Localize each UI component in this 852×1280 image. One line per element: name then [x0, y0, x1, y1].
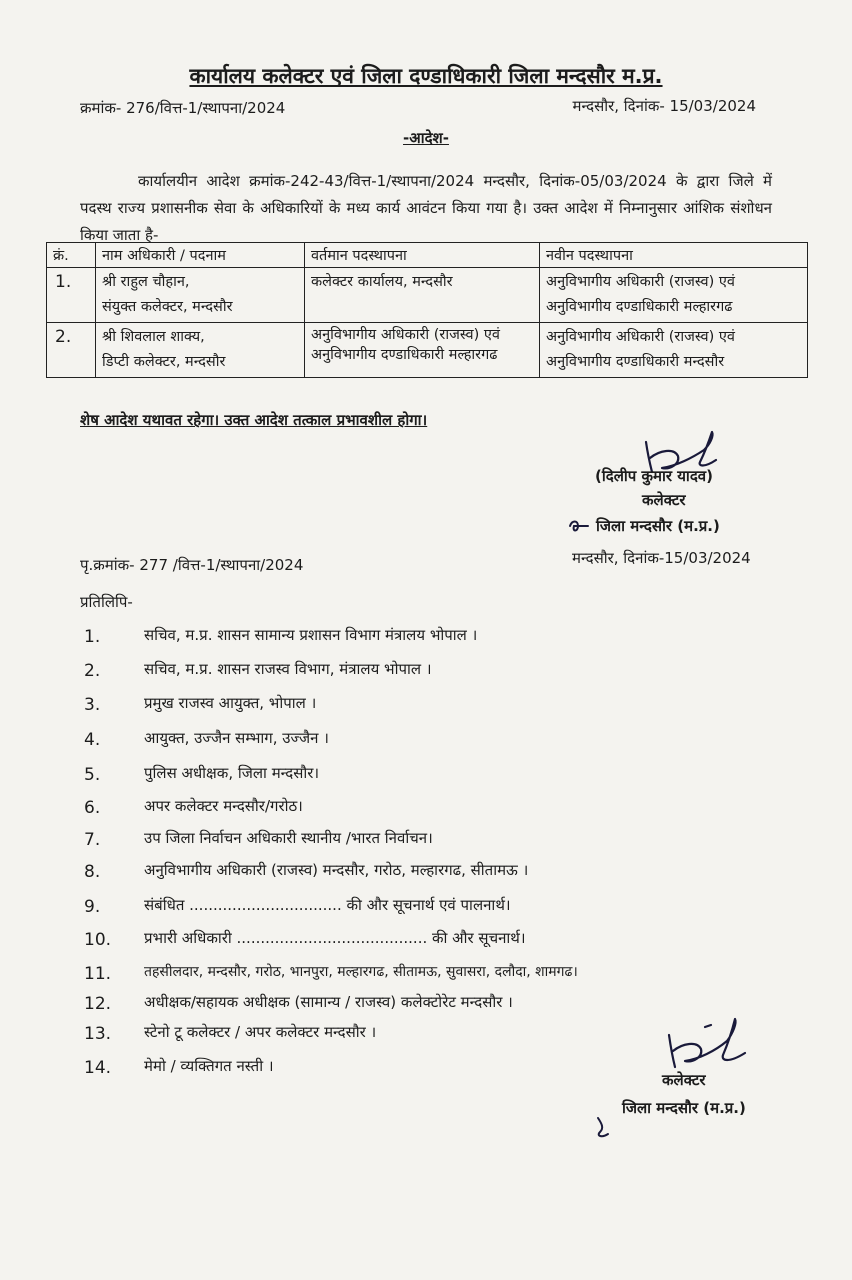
- list-item: 8. अनुविभागीय अधिकारी (राजस्व) मन्दसौर, गरोठ, मल्हारगढ, सीतामऊ ।: [84, 861, 529, 882]
- col-header-name: नाम अधिकारी / पदनाम: [96, 243, 305, 268]
- cell-new-posting: अनुविभागीय अधिकारी (राजस्व) एवं अनुविभागीय दण्डाधिकारी मल्हारगढ: [540, 268, 808, 323]
- officer-name: श्री शिवलाल शाक्य,: [102, 329, 205, 345]
- copy-date: मन्दसौर, दिनांक-15/03/2024: [572, 549, 751, 567]
- signature-image: [665, 1015, 750, 1073]
- officer-designation: संयुक्त कलेक्टर, मन्दसौर: [102, 299, 233, 315]
- cell-current-posting: कलेक्टर कार्यालय, मन्दसौर: [305, 268, 540, 323]
- list-item: 1. सचिव, म.प्र. शासन सामान्य प्रशासन विभाग मंत्रालय भोपाल ।: [84, 626, 478, 647]
- list-item: 4. आयुक्त, उज्जैन सम्भाग, उज्जैन ।: [84, 729, 329, 750]
- list-item: 2. सचिव, म.प्र. शासन राजस्व विभाग, मंत्रालय भोपाल ।: [84, 660, 432, 681]
- list-item: 13. स्टेनो टू कलेक्टर / अपर कलेक्टर मन्दसौर ।: [84, 1023, 377, 1044]
- signatory-name: (दिलीप कुमार यादव): [595, 467, 713, 485]
- order-number: क्रमांक- 276/वित्त-1/स्थापना/2024: [80, 99, 286, 117]
- table-row: [47, 323, 808, 378]
- posting-table: [46, 242, 808, 378]
- col-header-sno: क्रं.: [47, 243, 96, 268]
- order-body-text: कार्यालयीन आदेश क्रमांक-242-43/वित्त-1/स्थापना/2024 मन्दसौर, दिनांक-05/03/2024 के द्वारा जिले में पदस्थ राज्य प्रशासनीक सेवा के अधिकारियों के मध्य कार्य आवंटन किया गया है। उक्त आदेश में निम्नानुसार आंशिक संशोधन किया जाता है-: [80, 172, 772, 244]
- initial-mark: [566, 516, 590, 536]
- cell-sno: 2.: [47, 323, 96, 378]
- officer-designation: डिप्टी कलेक्टर, मन्दसौर: [102, 354, 226, 370]
- cell-name: [96, 323, 305, 378]
- office-title: कार्यालय कलेक्टर एवं जिला दण्डाधिकारी जिला मन्दसौर म.प्र.: [189, 64, 663, 88]
- list-item: 3. प्रमुख राजस्व आयुक्त, भोपाल ।: [84, 694, 317, 715]
- list-item: 11. तहसीलदार, मन्दसौर, गरोठ, भानपुरा, मल्हारगढ, सीतामऊ, सुवासरा, दलौदा, शामगढ।: [84, 964, 578, 984]
- order-body: [80, 168, 772, 249]
- initial-mark: [592, 1114, 616, 1140]
- signatory-designation: कलेक्टर: [662, 1071, 706, 1089]
- signatory-district: जिला मन्दसौर (म.प्र.): [596, 517, 720, 535]
- copy-heading: प्रतिलिपि-: [80, 593, 133, 611]
- list-item: 14. मेमो / व्यक्तिगत नस्ती ।: [84, 1057, 274, 1078]
- table-row: [47, 268, 808, 323]
- list-item: 10. प्रभारी अधिकारी ........................................ की और सूचनार्थ।: [84, 929, 526, 950]
- list-item: 5. पुलिस अधीक्षक, जिला मन्दसौर।: [84, 764, 320, 785]
- signatory-district: जिला मन्दसौर (म.प्र.): [622, 1099, 746, 1117]
- list-item: 9. संबंधित ................................ की और सूचनार्थ एवं पालनार्थ।: [84, 896, 511, 917]
- signatory-designation: कलेक्टर: [642, 491, 686, 509]
- table-header-row: [47, 243, 808, 268]
- cell-current-posting: अनुविभागीय अधिकारी (राजस्व) एवं अनुविभागीय दण्डाधिकारी मल्हारगढ: [305, 323, 540, 378]
- list-item: 7. उप जिला निर्वाचन अधिकारी स्थानीय /भारत निर्वाचन।: [84, 829, 433, 850]
- cell-new-posting: अनुविभागीय अधिकारी (राजस्व) एवं अनुविभागीय दण्डाधिकारी मन्दसौर: [540, 323, 808, 378]
- cell-sno: 1.: [47, 268, 96, 323]
- col-header-new: नवीन पदस्थापना: [540, 243, 808, 268]
- cell-name: [96, 268, 305, 323]
- order-date: मन्दसौर, दिनांक- 15/03/2024: [572, 97, 756, 115]
- officer-name: श्री राहुल चौहान,: [102, 274, 190, 290]
- order-heading: -आदेश-: [403, 129, 449, 147]
- list-item: 6. अपर कलेक्टर मन्दसौर/गरोठ।: [84, 797, 303, 818]
- copy-ref-number: पृ.क्रमांक- 277 /वित्त-1/स्थापना/2024: [80, 556, 304, 574]
- list-item: 12. अधीक्षक/सहायक अधीक्षक (सामान्य / राजस्व) कलेक्टोरेट मन्दसौर ।: [84, 993, 513, 1014]
- remaining-order-note: शेष आदेश यथावत रहेगा। उक्त आदेश तत्काल प्रभावशील होगा।: [80, 411, 428, 429]
- col-header-current: वर्तमान पदस्थापना: [305, 243, 540, 268]
